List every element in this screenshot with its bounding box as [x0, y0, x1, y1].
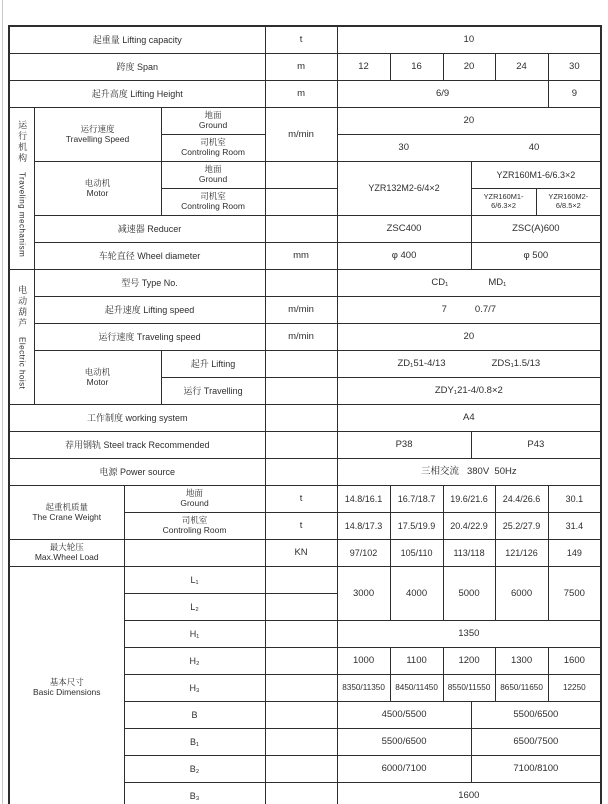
empty-cell: [265, 270, 337, 297]
hoist-motor-lifting-pair: [339, 358, 600, 369]
lifting-height-unit: m: [265, 81, 337, 108]
label-en: Travelling Speed: [65, 133, 130, 144]
crane-weight-value: 31.4: [548, 513, 601, 540]
max-wheel-load-value: 113/118: [443, 540, 495, 567]
working-system-label: 工作制度 working system: [9, 405, 265, 432]
row-working-system: [9, 405, 601, 432]
dim-b1-sublabel: B₁: [124, 729, 265, 756]
dim-h3-value: 8350/11350: [337, 675, 390, 702]
hoist-motor-traveling-value: ZDY₁21-4/0.8×2: [337, 378, 601, 405]
dim-b-value: 5500/6500: [471, 702, 601, 729]
travel-motor-room-value: YZR160M1-6/6.3×2: [471, 189, 536, 216]
dim-h3-value: 8650/11650: [495, 675, 548, 702]
row-wheel-diameter: [9, 243, 601, 270]
reducer-value: ZSC(A)600: [471, 216, 601, 243]
dim-h2-value: 1100: [390, 648, 443, 675]
crane-weight-value: 16.7/18.7: [390, 486, 443, 513]
empty-cell: [265, 702, 337, 729]
traveling-speed-room-values: [337, 135, 601, 162]
label-en: The Crane Weight: [32, 511, 102, 522]
electric-hoist-vertical-label: [10, 270, 34, 404]
dim-b1-value: 6500/7500: [471, 729, 601, 756]
empty-cell: [265, 378, 337, 405]
type-no-pair: [339, 277, 600, 288]
row-dim-l1: [9, 567, 601, 594]
lifting-capacity-value: 10: [337, 26, 601, 54]
dim-h2-value: 1000: [337, 648, 390, 675]
basic-dimensions-label: [9, 567, 124, 804]
type-no-values: [337, 270, 601, 297]
label-en: Motor: [86, 376, 109, 387]
hoist-traveling-speed-unit: m/min: [265, 324, 337, 351]
section-label-en: Traveling mechanism: [17, 171, 27, 258]
lifting-speed-unit: m/min: [265, 297, 337, 324]
max-wheel-load-value: 121/126: [495, 540, 548, 567]
room-speed-values: [339, 142, 600, 153]
steel-track-value: P38: [337, 432, 471, 459]
row-traveling-speed-ground: [9, 108, 601, 135]
crane-weight-value: 14.8/17.3: [337, 513, 390, 540]
section-electric-hoist: [9, 270, 34, 405]
dim-l1-sublabel: L₁: [124, 567, 265, 594]
empty-cell: [265, 459, 337, 486]
label-zh: 基本尺寸: [49, 677, 84, 688]
traveling-speed-label: [34, 108, 161, 162]
dim-b3-value: 1600: [337, 783, 601, 804]
hoist-motor-lifting-sublabel: 起升 Lifting: [161, 351, 265, 378]
crane-weight-label: [9, 486, 124, 540]
lifting-height-label: 起升高度 Lifting Height: [9, 81, 265, 108]
max-wheel-load-value: 97/102: [337, 540, 390, 567]
dim-b-sublabel: B: [124, 702, 265, 729]
label-zh: 电动机: [84, 366, 111, 377]
hoist-motor-traveling-sublabel: 运行 Travelling: [161, 378, 265, 405]
travel-motor-label: [34, 162, 161, 216]
dim-b3-sublabel: B₃: [124, 783, 265, 804]
lifting-capacity-label: 起重量 Lifting capacity: [9, 26, 265, 54]
travel-motor-ground-sublabel: [161, 162, 265, 189]
span-value: 12: [337, 54, 390, 81]
sublabel-zh: 司机室: [200, 191, 226, 202]
reducer-label: 减速器 Reducer: [34, 216, 265, 243]
row-span: [9, 54, 601, 81]
power-source-value: 三相交流 380V 50Hz: [337, 459, 601, 486]
span-label: 跨度 Span: [9, 54, 265, 81]
label-zh: 电动机: [84, 177, 111, 188]
sublabel-en: Ground: [198, 174, 228, 184]
row-power-source: [9, 459, 601, 486]
empty-cell: [265, 432, 337, 459]
dim-h2-value: 1300: [495, 648, 548, 675]
travel-motor-room-sublabel: [161, 189, 265, 216]
empty-cell: [265, 162, 337, 189]
crane-weight-value: 14.8/16.1: [337, 486, 390, 513]
wheel-diameter-value: φ 500: [471, 243, 601, 270]
sublabel-en: Controling Room: [181, 201, 245, 211]
dim-l-value: 6000: [495, 567, 548, 621]
span-unit: m: [265, 54, 337, 81]
travel-motor-room-value: YZR160M2-6/8.5×2: [536, 189, 601, 216]
room-speed-value: 40: [528, 142, 540, 154]
working-system-value: A4: [337, 405, 601, 432]
sublabel-en: Controling Room: [162, 525, 227, 535]
dim-h3-value: 8550/11550: [443, 675, 495, 702]
span-value: 30: [548, 54, 601, 81]
label-zh: 最大轮压: [49, 542, 84, 553]
dim-b2-value: 7100/8100: [471, 756, 601, 783]
crane-weight-value: 19.6/21.6: [443, 486, 495, 513]
dim-h3-value: 12250: [548, 675, 601, 702]
dim-h2-value: 1200: [443, 648, 495, 675]
type-no-value: CD₁: [431, 277, 449, 289]
hoist-motor-lifting-values: [337, 351, 601, 378]
lifting-speed-values: [337, 297, 601, 324]
dim-l-value: 3000: [337, 567, 390, 621]
hoist-traveling-speed-value: 20: [337, 324, 601, 351]
hoist-motor-lifting-value: ZD₁51-4/13: [397, 358, 446, 370]
crane-weight-value: 20.4/22.9: [443, 513, 495, 540]
dim-b-value: 4500/5500: [337, 702, 471, 729]
steel-track-label: 荐用钢轨 Steel track Recommended: [9, 432, 265, 459]
crane-weight-ground-sublabel: [124, 486, 265, 513]
sublabel-zh: 地面: [204, 164, 222, 175]
traveling-speed-ground-value: 20: [337, 108, 601, 135]
row-hoist-motor-lifting: [9, 351, 601, 378]
row-lifting-speed: [9, 297, 601, 324]
max-wheel-load-unit: KN: [265, 540, 337, 567]
crane-weight-value: 30.1: [548, 486, 601, 513]
dim-l2-sublabel: L₂: [124, 594, 265, 621]
lifting-height-value: 6/9: [337, 81, 548, 108]
row-reducer: [9, 216, 601, 243]
hoist-motor-lifting-value: ZDS₁1.5/13: [491, 358, 541, 370]
label-en: Motor: [86, 187, 109, 198]
section-label-en: Electric hoist: [17, 336, 27, 390]
crane-weight-value: 25.2/27.9: [495, 513, 548, 540]
traveling-speed-room-sublabel: [161, 135, 265, 162]
section-label-zh: 运行机构: [17, 119, 28, 164]
label-en: Basic Dimensions: [32, 687, 101, 697]
sublabel-zh: 司机室: [181, 515, 208, 526]
dim-b2-value: 6000/7100: [337, 756, 471, 783]
wheel-diameter-label: 车轮直径 Wheel diameter: [34, 243, 265, 270]
sublabel-en: Ground: [180, 498, 209, 508]
sublabel-zh: 地面: [204, 110, 222, 121]
empty-cell: [265, 594, 337, 621]
traveling-speed-unit: m/min: [265, 108, 337, 162]
lifting-capacity-unit: t: [265, 26, 337, 54]
empty-cell: [265, 216, 337, 243]
dim-b1-value: 5500/6500: [337, 729, 471, 756]
sublabel-en: Controling Room: [181, 147, 245, 157]
travel-motor-right-top-value: YZR160M1-6/6.3×2: [471, 162, 601, 189]
travel-motor-left-value: YZR132M2-6/4×2: [337, 162, 471, 216]
empty-cell: [265, 405, 337, 432]
type-no-label: 型号 Type No.: [34, 270, 265, 297]
row-travel-motor-ground: [9, 162, 601, 189]
dim-b2-sublabel: B₂: [124, 756, 265, 783]
dim-l-value: 5000: [443, 567, 495, 621]
dim-h1-sublabel: H₁: [124, 621, 265, 648]
dim-h1-value: 1350: [337, 621, 601, 648]
span-value: 24: [495, 54, 548, 81]
row-lifting-height: [9, 81, 601, 108]
section-traveling-mechanism: [9, 108, 34, 270]
row-hoist-traveling-speed: [9, 324, 601, 351]
lifting-speed-label: 起升速度 Lifting speed: [34, 297, 265, 324]
power-source-label: 电源 Power source: [9, 459, 265, 486]
empty-cell: [265, 729, 337, 756]
sublabel-en: Ground: [198, 120, 228, 130]
empty-cell: [265, 675, 337, 702]
row-steel-track: [9, 432, 601, 459]
traveling-mechanism-vertical-label: [10, 108, 34, 269]
dim-h3-sublabel: H₃: [124, 675, 265, 702]
crane-weight-value: 24.4/26.6: [495, 486, 548, 513]
max-wheel-load-value: 149: [548, 540, 601, 567]
crane-spec-table: [8, 25, 602, 804]
dim-l-value: 7500: [548, 567, 601, 621]
row-lifting-capacity: [9, 26, 601, 54]
sublabel-zh: 司机室: [200, 137, 226, 148]
traveling-speed-ground-sublabel: [161, 108, 265, 135]
crane-weight-unit: t: [265, 513, 337, 540]
empty-cell: [265, 189, 337, 216]
sublabel-zh: 地面: [186, 488, 204, 499]
span-value: 20: [443, 54, 495, 81]
lifting-speed-value: 7: [441, 304, 447, 316]
hoist-motor-label: [34, 351, 161, 405]
empty-cell: [265, 756, 337, 783]
reducer-value: ZSC400: [337, 216, 471, 243]
crane-weight-unit: t: [265, 486, 337, 513]
lifting-height-value: 9: [548, 81, 601, 108]
hoist-traveling-speed-label: 运行速度 Traveling speed: [34, 324, 265, 351]
label-zh: 起重机质量: [45, 501, 88, 512]
empty-cell: [124, 540, 265, 567]
steel-track-value: P43: [471, 432, 601, 459]
empty-cell: [265, 567, 337, 594]
dim-h3-value: 8450/11450: [390, 675, 443, 702]
row-max-wheel-load: [9, 540, 601, 567]
dim-h2-sublabel: H₂: [124, 648, 265, 675]
dim-h2-value: 1600: [548, 648, 601, 675]
empty-cell: [265, 783, 337, 804]
section-label-zh: 电动葫芦: [17, 284, 28, 329]
row-type-no: [9, 270, 601, 297]
max-wheel-load-label: [9, 540, 124, 567]
empty-cell: [265, 351, 337, 378]
wheel-diameter-unit: mm: [265, 243, 337, 270]
wheel-diameter-value: φ 400: [337, 243, 471, 270]
label-zh: 运行速度: [80, 123, 115, 134]
scan-edge-line: [2, 0, 3, 804]
empty-cell: [265, 621, 337, 648]
room-speed-value: 30: [398, 142, 409, 154]
type-no-value: MD₁: [488, 277, 507, 289]
label-en: Max.Wheel Load: [34, 552, 99, 562]
lifting-speed-value: 0.7/7: [474, 304, 497, 316]
span-value: 16: [390, 54, 443, 81]
lifting-speed-pair: [339, 304, 600, 315]
dim-l-value: 4000: [390, 567, 443, 621]
empty-cell: [265, 648, 337, 675]
max-wheel-load-value: 105/110: [390, 540, 443, 567]
row-crane-weight-ground: [9, 486, 601, 513]
crane-weight-value: 17.5/19.9: [390, 513, 443, 540]
crane-weight-room-sublabel: [124, 513, 265, 540]
